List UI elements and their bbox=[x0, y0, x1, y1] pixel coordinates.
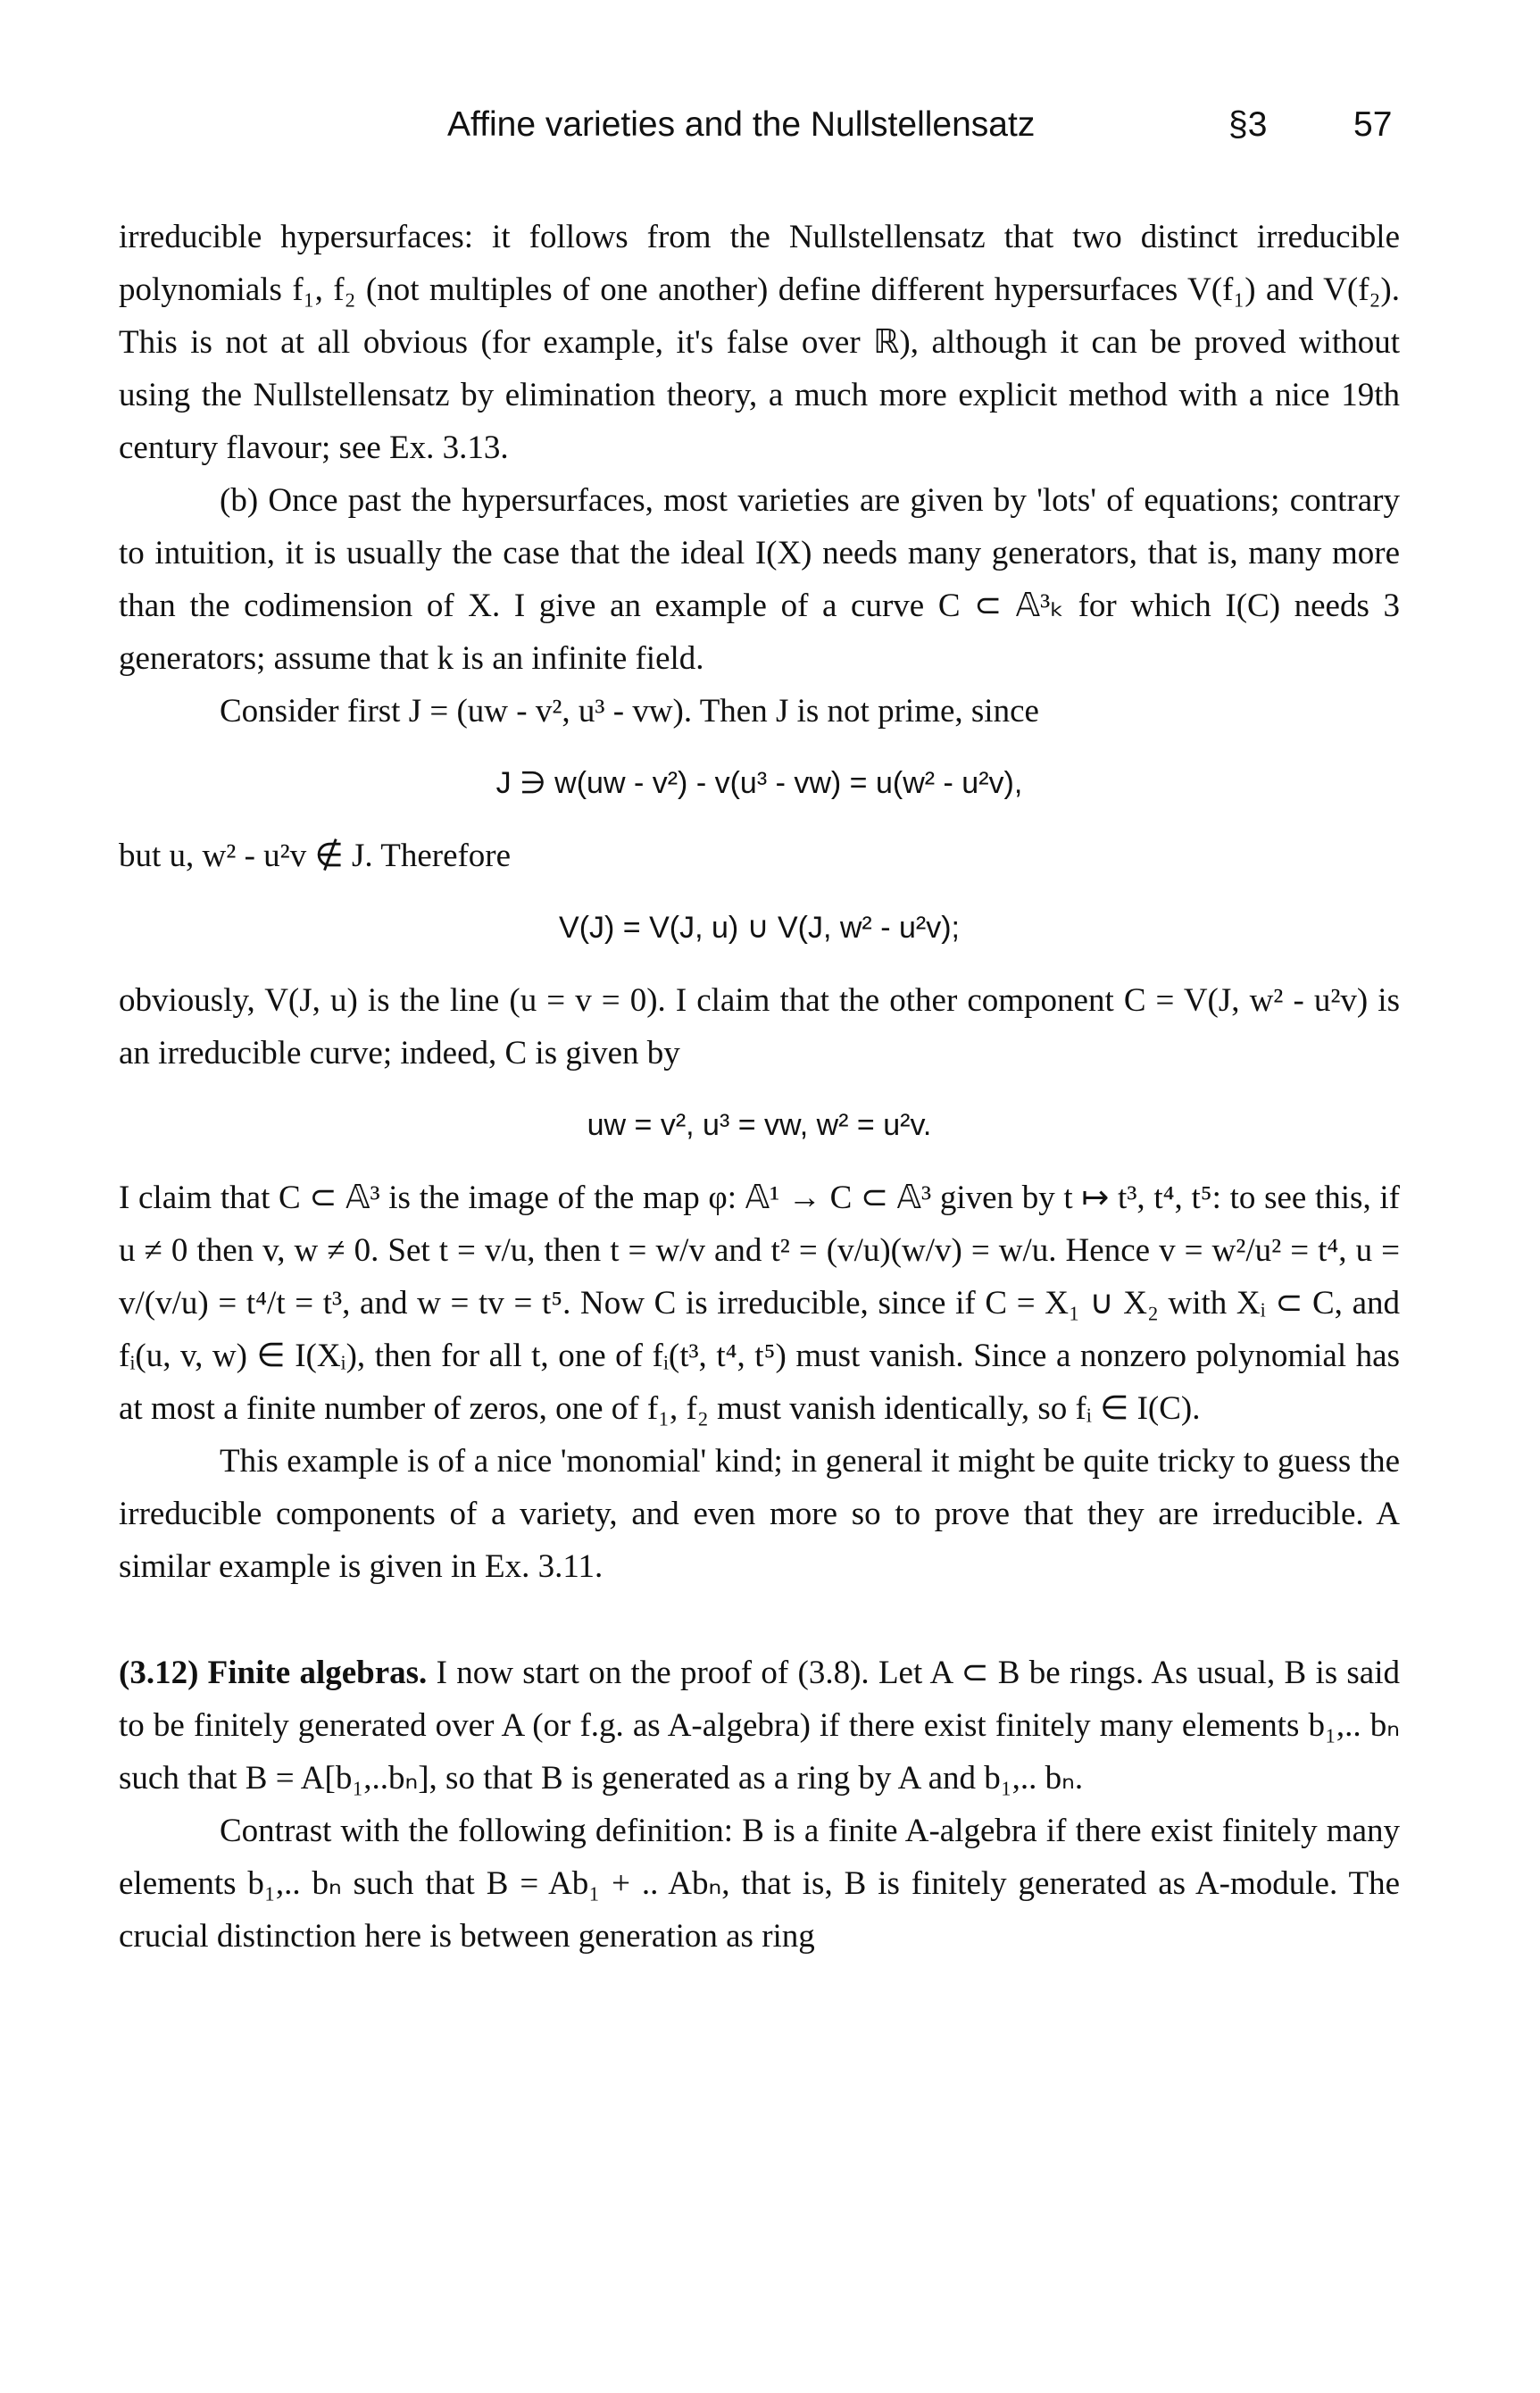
paragraph-9: Contrast with the following definition: B is a finite A-algebra if there exist finitely many elements b₁,.. bₙ such that B = Ab₁ + .. Abₙ, that is, B is finitely generated as A-module. The crucial distinction here is between generation as ring bbox=[119, 1813, 1400, 1955]
body-text bbox=[119, 211, 1400, 1963]
equation-2: V(J) = V(J, u) ∪ V(J, w² - u²v); bbox=[559, 911, 960, 945]
paragraph-8 bbox=[119, 1647, 1400, 1805]
paragraph-6: I claim that C ⊂ 𝔸³ is the image of the map φ: 𝔸¹ → C ⊂ 𝔸³ given by t ↦ t³, t⁴, t⁵: to see this, if u ≠ 0 then v, w ≠ 0. Set t = v/u, then t = w/v and t² = (v/u)(w/v) = w/u. Hence v = w²/u² = t⁴, u = v/(v/u) = t⁴/t = t³, and w = tv = t⁵. Now C is irreducible, since if C = X₁ ∪ X₂ with Xᵢ ⊂ C, and fᵢ(u, v, w) ∈ I(Xᵢ), then for all t, one of fᵢ(t³, t⁴, t⁵) must vanish. Since a nonzero polynomial has at most a finite number of zeros, one of f₁, f₂ must vanish identically, so fᵢ ∈ I(C). bbox=[119, 1180, 1400, 1427]
paragraph-8-text: I now start on the proof of (3.8). Let A ⊂ B be rings. As usual, B is said to be finitely generated over A (or f.g. as A-algebra) if there exist finitely many elements b₁,.. bₙ such that B = A[b₁,..bₙ], so that B is generated as a ring by A and b₁,.. bₙ. bbox=[119, 1655, 1401, 1797]
equation-3: uw = v², u³ = vw, w² = u²v. bbox=[587, 1108, 932, 1142]
paragraph-1: irreducible hypersurfaces: it follows from the Nullstellensatz that two distinct irreducible polynomials f₁, f₂ (not multiples of one another) define different hypersurfaces V(f₁) and V(f₂). This is not at all obvious (for example, it's false over ℝ), although it can be proved without using the Nullstellensatz by elimination theory, a much more explicit method with a nice 19th century flavour; see Ex. 3.13. bbox=[119, 219, 1400, 466]
section-number: §3 bbox=[1228, 105, 1268, 144]
equation-1: J ∋ w(uw - v²) - v(u³ - vw) = u(w² - u²v), bbox=[495, 766, 1023, 800]
running-title: Affine varieties and the Nullstellensatz bbox=[447, 105, 1036, 144]
paragraph-3: Consider first J = (uw - v², u³ - vw). Then J is not prime, since bbox=[220, 693, 1039, 730]
page-number: 57 bbox=[1353, 105, 1393, 144]
paragraph-7: This example is of a nice 'monomial' kind; in general it might be quite tricky to guess the irreducible components of a variety, and even more so to prove that they are irreducible. A similar example is given in Ex. 3.11. bbox=[119, 1443, 1400, 1585]
section-gap bbox=[119, 1593, 1400, 1647]
subsection-heading: (3.12) Finite algebras. bbox=[119, 1655, 428, 1691]
paragraph-5: obviously, V(J, u) is the line (u = v = 0). I claim that the other component C = V(J, w² - u²v) is an irreducible curve; indeed, C is given by bbox=[119, 982, 1400, 1071]
running-header bbox=[0, 105, 1540, 159]
paragraph-2: (b) Once past the hypersurfaces, most varieties are given by 'lots' of equations; contrary to intuition, it is usually the case that the ideal I(X) needs many generators, that is, many more than the codimension of X. I give an example of a curve C ⊂ 𝔸³ₖ for which I(C) needs 3 generators; assume that k is an infinite field. bbox=[119, 482, 1400, 677]
paragraph-4: but u, w² - u²v ∉ J. Therefore bbox=[119, 838, 512, 874]
